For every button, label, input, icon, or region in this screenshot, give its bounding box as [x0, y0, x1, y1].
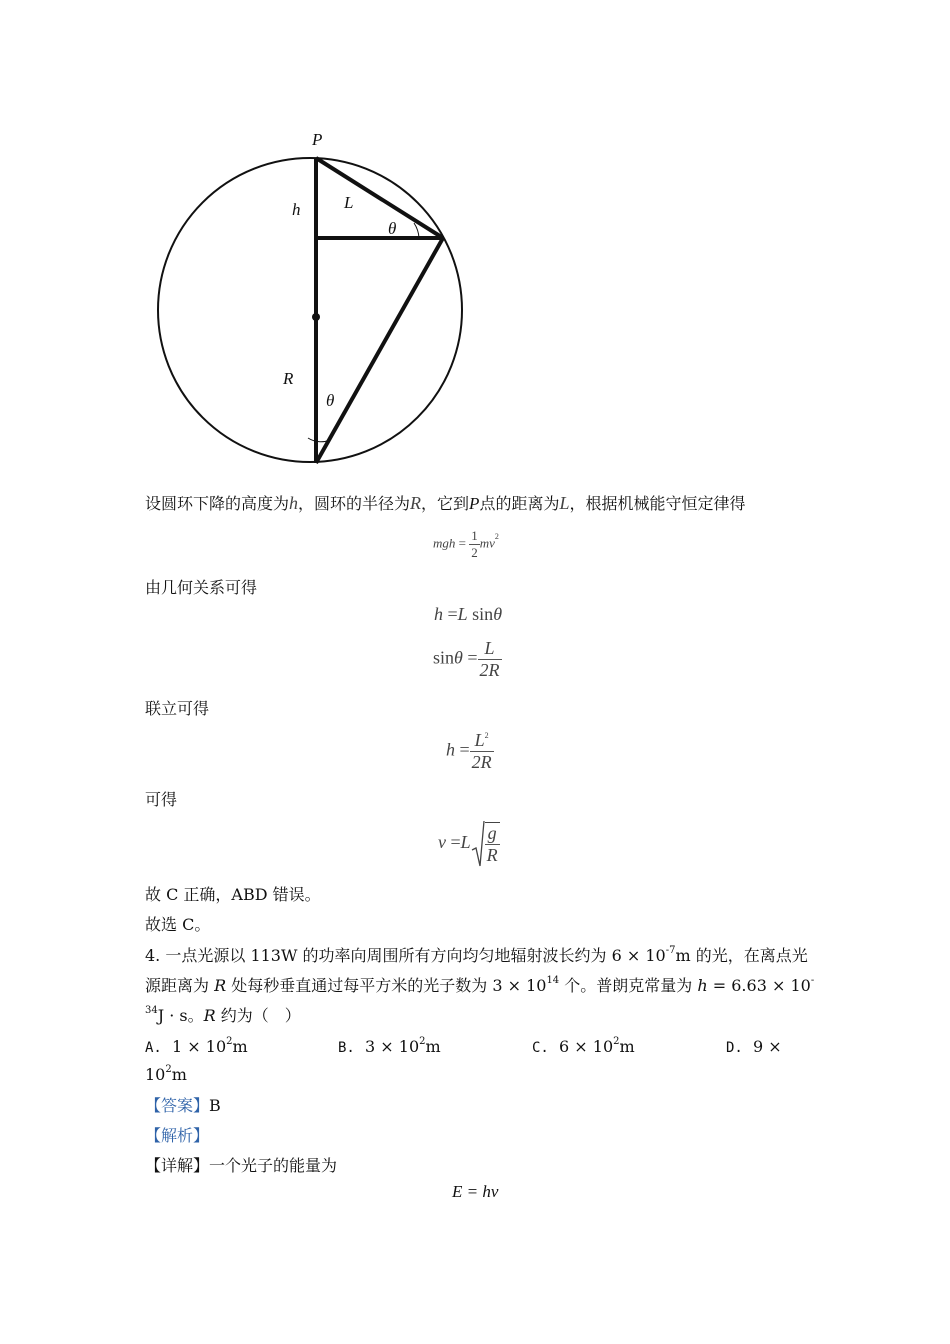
ring-circle	[158, 158, 462, 462]
angle-arc-bottom	[308, 438, 330, 442]
equation-photon-energy: E = hν	[452, 1182, 499, 1201]
option-d[interactable]: D. 9 ×	[726, 1037, 782, 1056]
label-theta-bottom: θ	[326, 391, 335, 410]
equation-h-L: h =L sinθ	[434, 604, 503, 624]
analysis-tag: 【解析】	[145, 1126, 210, 1145]
equation-h-result: h = $\frac{L^2}{2R}$	[446, 730, 492, 772]
equation-sin: sinθ = $\frac{L}{2R}$	[433, 638, 500, 680]
paragraph-combine: 联立可得	[145, 699, 210, 718]
label-h: h	[292, 200, 301, 219]
chord-bottom	[316, 238, 443, 463]
geometry-figure	[140, 120, 480, 480]
answer-value: B	[209, 1096, 221, 1115]
question4-line2: 源距离为 R 处每秒垂直通过每平方米的光子数为 $3 \times 10^{14}$ 个。普朗克常量为 h = 6.63 × 10-	[145, 975, 815, 995]
question4-line3: $^{34}$J · s。R 约为（ ）	[145, 1005, 301, 1025]
center-dot	[312, 313, 320, 321]
paragraph-choice: 故选 C。	[145, 915, 211, 934]
detail-tag: 【详解】	[145, 1156, 210, 1175]
label-R: R	[283, 369, 294, 388]
angle-arc-top	[414, 223, 419, 238]
answer-line	[145, 1095, 221, 1117]
paragraph-conclusion: 故 C 正确，ABD 错误。	[145, 885, 321, 904]
equation-velocity: v =L $\frac{g}{R}$	[438, 820, 500, 868]
sqrt-sign	[471, 820, 485, 868]
option-a[interactable]: A. $1 \times 10^2m$	[145, 1036, 248, 1056]
paragraph-setup: 设圆环下降的高度为h，圆环的半径为R，它到P点的距离为L，根据机械能守恒定律得	[145, 493, 746, 513]
label-P: P	[312, 130, 323, 149]
equation-energy: mgh = $\frac{1}{2}$ $mv^2$	[433, 528, 499, 560]
label-L: L	[344, 193, 354, 212]
question4-line1: 4. 一点光源以 113W 的功率向周围所有方向均匀地辐射波长约为 $6 \times 10^{-7}m$ 的光，在离点光	[145, 945, 808, 965]
answer-tag: 【答案】	[145, 1096, 210, 1115]
option-c[interactable]: C. $6 \times 10^2m$	[532, 1036, 635, 1056]
option-b[interactable]: B. $3 \times 10^2m$	[338, 1036, 441, 1056]
detail-line: 【详解】一个光子的能量为	[145, 1156, 338, 1175]
chord-L	[316, 158, 443, 238]
option-d-wrap: $10^2m$	[145, 1064, 187, 1084]
label-theta-top: θ	[388, 219, 397, 238]
paragraph-get: 可得	[145, 790, 178, 809]
paragraph-geometry: 由几何关系可得	[145, 578, 258, 597]
